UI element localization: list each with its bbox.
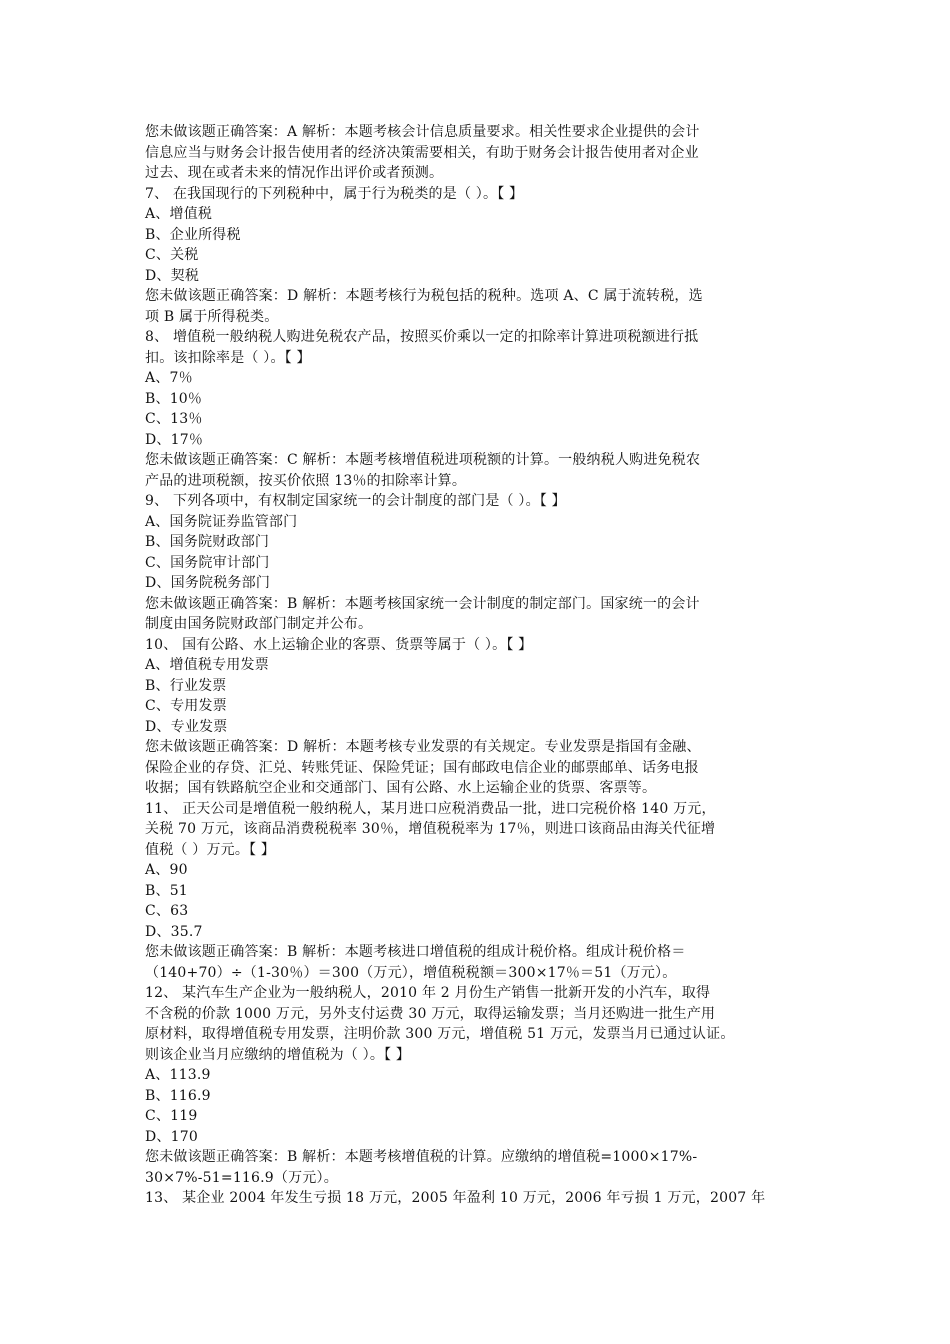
question-12-stem: 不含税的价款 1000 万元，另外支付运费 30 万元，取得运输发票；当月还购进一批生产用 [145,1005,716,1022]
answer-explanation-line: 收据；国有铁路航空企业和交通部门、国有公路、水上运输企业的货票、客票等。 [145,780,657,796]
question-11-stem: 值税（ ）万元。【 】 [145,841,276,858]
option-d: D、契税 [145,267,200,284]
option-c: C、63 [145,903,189,919]
answer-explanation-line: 您未做该题正确答案：B 解析：本题考核进口增值税的组成计税价格。组成计税价格＝ [145,944,686,960]
option-b: B、51 [145,882,188,899]
answer-explanation-line: 制度由国务院财政部门制定并公布。 [145,616,373,632]
option-d: D、170 [145,1128,198,1145]
option-d: D、35.7 [145,923,203,940]
question-12-stem: 原材料，取得增值税专用发票，注明价款 300 万元，增值税 51 万元，发票当月已通过认证。 [145,1026,735,1042]
option-c: C、专用发票 [145,698,227,714]
option-a: A、113.9 [145,1067,211,1083]
answer-explanation-line: 您未做该题正确答案：C 解析：本题考核增值税进项税额的计算。一般纳税人购进免税农 [145,452,701,468]
question-13-stem: 13、 某企业 2004 年发生亏损 18 万元，2005 年盈利 10 万元，2006 年亏损 1 万元，2007 年 [145,1190,766,1206]
option-a: A、增值税 [145,206,213,222]
question-8-stem: 8、 增值税一般纳税人购进免税农产品，按照买价乘以一定的扣除率计算进项税额进行抵 [145,329,699,345]
answer-explanation-line: （140+70）÷（1-30％）＝300（万元），增值税税额＝300×17％＝51（万元）。 [145,964,677,981]
question-11-stem: 关税 70 万元，该商品消费税税率 30％，增值税税率为 17％，则进口该商品由海关代征增 [145,821,716,837]
answer-explanation-line: 您未做该题正确答案：A 解析：本题考核会计信息质量要求。相关性要求企业提供的会计 [145,124,700,140]
answer-explanation-line: 您未做该题正确答案：D 解析：本题考核行为税包括的税种。选项 A、C 属于流转税，选 [145,288,703,304]
answer-explanation-line: 产品的进项税额，按买价依照 13％的扣除率计算。 [145,472,467,489]
answer-explanation-line: 信息应当与财务会计报告使用者的经济决策需要相关，有助于财务会计报告使用者对企业 [145,144,699,161]
answer-explanation-line: 30×7%-51=116.9（万元）。 [145,1169,338,1186]
answer-explanation-line: 过去、现在或者未来的情况作出评价或者预测。 [145,165,444,181]
option-c: C、国务院审计部门 [145,554,270,571]
document-page [145,122,825,1209]
option-c: C、关税 [145,247,199,263]
question-10-stem: 10、 国有公路、水上运输企业的客票、货票等属于（ ）。【 】 [145,636,533,653]
answer-explanation-line: 保险企业的存贷、汇兑、转账凭证、保险凭证；国有邮政电信企业的邮票邮单、话务电报 [145,759,699,776]
answer-explanation-line: 您未做该题正确答案：D 解析：本题考核专业发票的有关规定。专业发票是指国有金融、 [145,739,701,755]
option-a: A、增值税专用发票 [145,657,269,673]
answer-explanation-line: 项 B 属于所得税类。 [145,308,279,325]
question-12-stem: 则该企业当月应缴纳的增值税为（ ）。【 】 [145,1046,411,1063]
question-12-stem: 12、 某汽车生产企业为一般纳税人，2010 年 2 月份生产销售一批新开发的小汽车，取得 [145,985,711,1001]
option-b: B、10％ [145,390,203,407]
option-a: A、7％ [145,370,193,386]
question-9-stem: 9、 下列各项中，有权制定国家统一的会计制度的部门是（ ）。【 】 [145,493,566,509]
question-7-stem: 7、 在我国现行的下列税种中，属于行为税类的是（ ）。【 】 [145,185,524,202]
question-11-stem: 11、 正天公司是增值税一般纳税人，某月进口应税消费品一批，进口完税价格 140 万元， [145,800,716,817]
option-d: D、专业发票 [145,718,228,735]
option-b: B、行业发票 [145,677,227,694]
option-a: A、国务院证券监管部门 [145,513,298,530]
option-b: B、116.9 [145,1087,211,1104]
option-a: A、90 [145,862,188,878]
option-c: C、13％ [145,411,203,427]
answer-explanation-line: 您未做该题正确答案：B 解析：本题考核国家统一会计制度的制定部门。国家统一的会计 [145,595,700,612]
question-8-stem: 扣。该扣除率是（ ）。【 】 [145,349,311,366]
option-d: D、17％ [145,431,204,448]
option-b: B、国务院财政部门 [145,534,270,550]
option-b: B、企业所得税 [145,226,241,243]
option-d: D、国务院税务部门 [145,575,271,591]
option-c: C、119 [145,1108,198,1124]
answer-explanation-line: 您未做该题正确答案：B 解析：本题考核增值税的计算。应缴纳的增值税=1000×17%- [145,1149,698,1165]
